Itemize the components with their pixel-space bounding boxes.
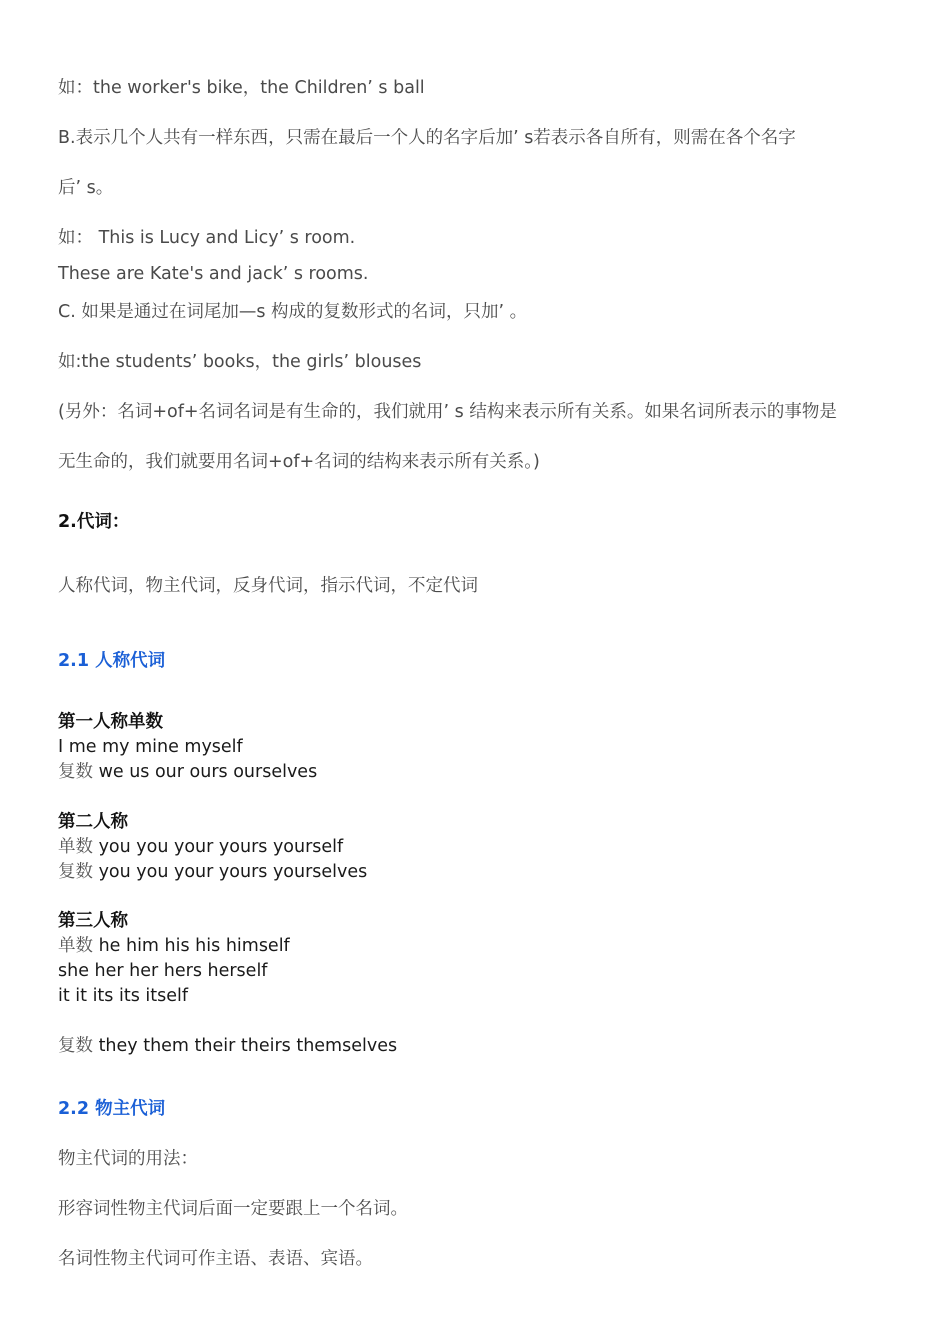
third-person-plural	[58, 1034, 397, 1058]
example-line-1: 如：the worker's bike，the Children’ s ball	[58, 78, 425, 98]
example-line-3: These are Kate's and jack’ s rooms.	[58, 264, 369, 284]
plural-label: 复数	[58, 1036, 93, 1056]
first-person-singular: I me my mine myself	[58, 737, 243, 757]
possessive-usage-2: 名词性物主代词可作主语、表语、宾语。	[58, 1249, 373, 1269]
first-person-title: 第一人称单数	[58, 712, 163, 732]
example-line-4: 如:the students’ books，the girls’ blouses	[58, 352, 422, 372]
plural-forms: they them their theirs themselves	[93, 1036, 398, 1056]
section-heading-pronouns: 2.代词：	[58, 512, 130, 532]
note-line-1: (另外：名词+of+名词名词是有生命的，我们就用’ s 结构来表示所有关系。如果名词所表示的事物是	[58, 402, 837, 422]
third-person-singular-it: it it its its itself	[58, 986, 189, 1006]
first-person-plural	[58, 760, 317, 784]
rule-c-line: C. 如果是通过在词尾加—s 构成的复数形式的名词，只加’ 。	[58, 302, 528, 322]
pronoun-types-line: 人称代词，物主代词，反身代词，指示代词，不定代词	[58, 576, 478, 596]
second-person-singular	[58, 835, 343, 859]
third-person-title: 第三人称	[58, 911, 128, 931]
subheading-personal-pronouns: 2.1 人称代词	[58, 651, 166, 671]
rule-b-line-2: 后’ s。	[58, 178, 114, 198]
singular-label: 单数	[58, 936, 93, 956]
possessive-usage-1: 形容词性物主代词后面一定要跟上一个名词。	[58, 1199, 408, 1219]
example-line-2: 如： This is Lucy and Licy’ s room.	[58, 228, 356, 248]
rule-b-line-1: B.表示几个人共有一样东西，只需在最后一个人的名字后加’ s若表示各自所有，则需在各个名字	[58, 128, 796, 148]
second-person-title: 第二人称	[58, 812, 128, 832]
note-line-2: 无生命的，我们就要用名词+of+名词的结构来表示所有关系。)	[58, 452, 540, 472]
plural-forms: you you your yours yourselves	[93, 862, 368, 882]
second-person-plural	[58, 860, 367, 884]
possessive-usage-title: 物主代词的用法：	[58, 1149, 198, 1169]
singular-forms: he him his his himself	[93, 936, 290, 956]
subheading-possessive-pronouns: 2.2 物主代词	[58, 1099, 166, 1119]
third-person-singular-she: she her her hers herself	[58, 961, 268, 981]
plural-label: 复数	[58, 862, 93, 882]
third-person-singular-he	[58, 934, 290, 958]
singular-forms: you you your yours yourself	[93, 837, 344, 857]
singular-label: 单数	[58, 837, 93, 857]
plural-forms: we us our ours ourselves	[93, 762, 318, 782]
plural-label: 复数	[58, 762, 93, 782]
